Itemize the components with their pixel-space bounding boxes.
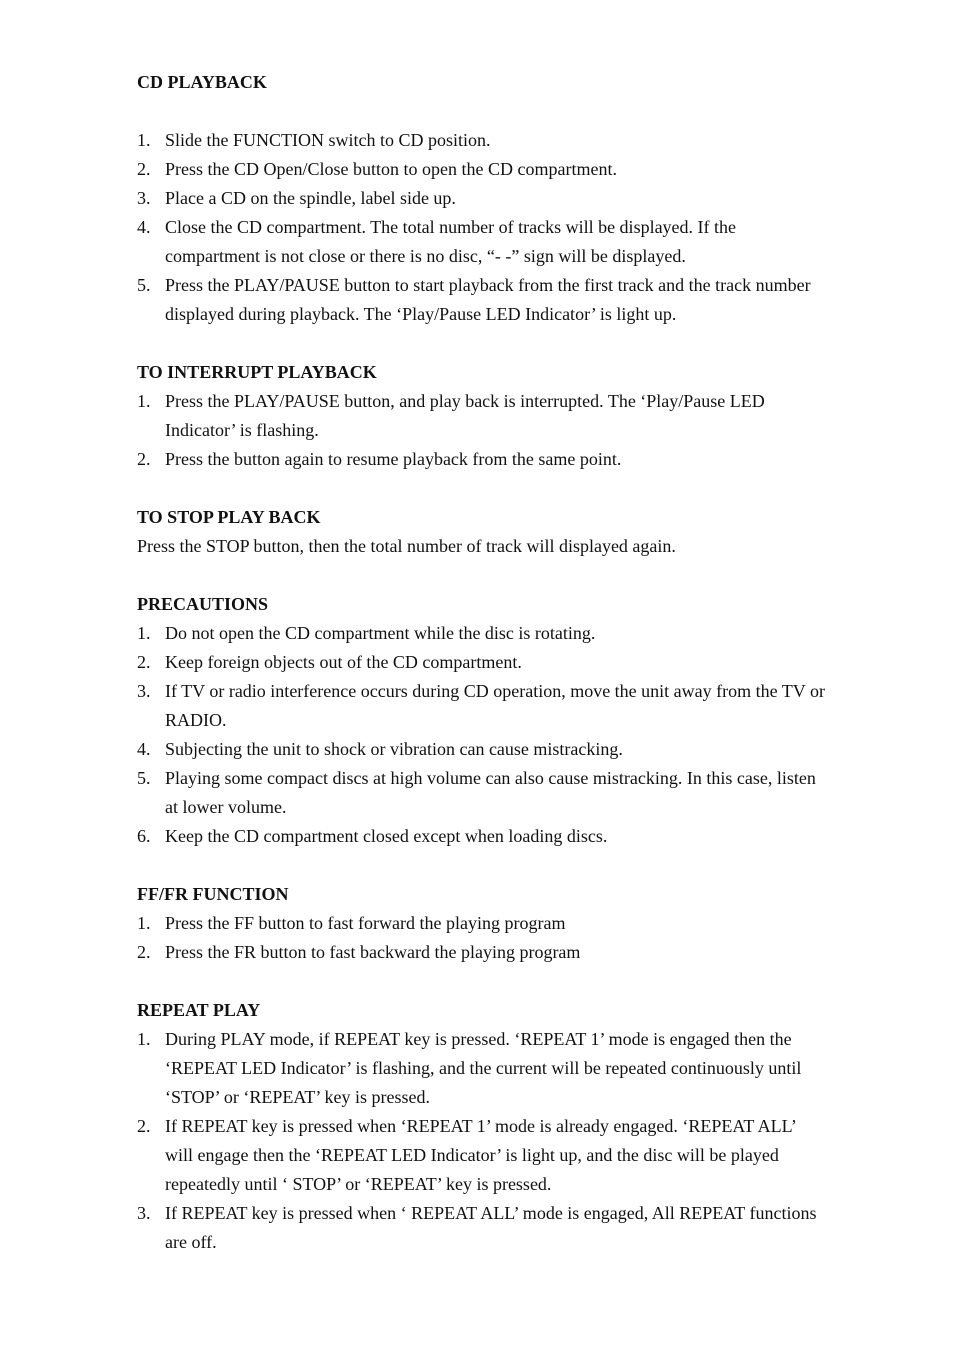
section-title: REPEAT PLAY	[137, 1000, 261, 1020]
steps-list	[137, 619, 827, 851]
item-text: Press the PLAY/PAUSE button, and play back is interrupted. The ‘Play/Pause LED Indicator’ is flashing.	[165, 391, 765, 440]
section-title: TO STOP PLAY BACK	[137, 507, 321, 527]
item-number: 2.	[137, 652, 151, 672]
list-item	[137, 126, 827, 155]
item-number: 1.	[137, 623, 151, 643]
item-number: 4.	[137, 217, 151, 237]
list-item	[137, 1199, 827, 1257]
item-number: 3.	[137, 1203, 151, 1223]
list-item	[137, 822, 827, 851]
list-item	[137, 909, 827, 938]
list-item	[137, 1112, 827, 1199]
section-stop-playback	[137, 503, 827, 561]
steps-list	[137, 387, 827, 474]
section-paragraph: Press the STOP button, then the total number of track will displayed again.	[137, 536, 676, 556]
item-text: If REPEAT key is pressed when ‘ REPEAT ALL’ mode is engaged, All REPEAT functions are off.	[165, 1203, 817, 1252]
list-item	[137, 764, 827, 822]
list-item	[137, 213, 827, 271]
item-number: 1.	[137, 391, 151, 411]
list-item	[137, 938, 827, 967]
item-text: Press the FR button to fast backward the playing program	[165, 942, 581, 962]
item-number: 2.	[137, 449, 151, 469]
section-title: PRECAUTIONS	[137, 594, 269, 614]
list-item	[137, 271, 827, 329]
item-text: Playing some compact discs at high volume can also cause mistracking. In this case, listen at lower volume.	[165, 768, 816, 817]
item-text: Press the CD Open/Close button to open the CD compartment.	[165, 159, 617, 179]
section-title: TO INTERRUPT PLAYBACK	[137, 362, 377, 382]
section-repeat-play	[137, 996, 827, 1257]
item-number: 5.	[137, 275, 151, 295]
list-item	[137, 648, 827, 677]
section-ff-fr-function	[137, 880, 827, 967]
item-text: Press the button again to resume playback from the same point.	[165, 449, 622, 469]
item-number: 3.	[137, 681, 151, 701]
item-number: 6.	[137, 826, 151, 846]
section-interrupt-playback	[137, 358, 827, 474]
item-number: 2.	[137, 942, 151, 962]
item-text: During PLAY mode, if REPEAT key is pressed. ‘REPEAT 1’ mode is engaged then the ‘REPEAT LED Indicator’ is flashing, and the current will be repeated continuously until ‘STOP’ or ‘REPEAT’ key is pressed.	[165, 1029, 802, 1107]
steps-list	[137, 1025, 827, 1257]
section-cd-playback	[137, 68, 827, 329]
item-number: 2.	[137, 1116, 151, 1136]
item-number: 1.	[137, 913, 151, 933]
item-text: Slide the FUNCTION switch to CD position.	[165, 130, 491, 150]
list-item	[137, 445, 827, 474]
list-item	[137, 184, 827, 213]
item-text: Keep foreign objects out of the CD compartment.	[165, 652, 522, 672]
section-precautions	[137, 590, 827, 851]
list-item	[137, 387, 827, 445]
spacer	[137, 97, 827, 126]
list-item	[137, 735, 827, 764]
item-number: 3.	[137, 188, 151, 208]
item-text: If REPEAT key is pressed when ‘REPEAT 1’ mode is already engaged. ‘REPEAT ALL’ will engage then the ‘REPEAT LED Indicator’ is light up, and the disc will be played repeatedly until ‘ STOP’ or ‘REPEAT’ key is pressed.	[165, 1116, 796, 1194]
item-text: Place a CD on the spindle, label side up.	[165, 188, 456, 208]
section-title: CD PLAYBACK	[137, 72, 267, 92]
item-number: 4.	[137, 739, 151, 759]
item-text: If TV or radio interference occurs during CD operation, move the unit away from the TV or RADIO.	[165, 681, 825, 730]
steps-list	[137, 126, 827, 329]
item-number: 1.	[137, 1029, 151, 1049]
item-text: Do not open the CD compartment while the disc is rotating.	[165, 623, 596, 643]
item-text: Subjecting the unit to shock or vibration can cause mistracking.	[165, 739, 623, 759]
steps-list	[137, 909, 827, 967]
item-text: Keep the CD compartment closed except when loading discs.	[165, 826, 608, 846]
document-page	[137, 68, 827, 1286]
section-title: FF/FR FUNCTION	[137, 884, 289, 904]
item-text: Press the PLAY/PAUSE button to start playback from the first track and the track number displayed during playback. The ‘Play/Pause LED Indicator’ is light up.	[165, 275, 811, 324]
item-number: 5.	[137, 768, 151, 788]
item-number: 1.	[137, 130, 151, 150]
list-item	[137, 1025, 827, 1112]
item-text: Press the FF button to fast forward the playing program	[165, 913, 566, 933]
list-item	[137, 155, 827, 184]
item-text: Close the CD compartment. The total number of tracks will be displayed. If the compartment is not close or there is no disc, “- -” sign will be displayed.	[165, 217, 737, 266]
item-number: 2.	[137, 159, 151, 179]
list-item	[137, 677, 827, 735]
list-item	[137, 619, 827, 648]
